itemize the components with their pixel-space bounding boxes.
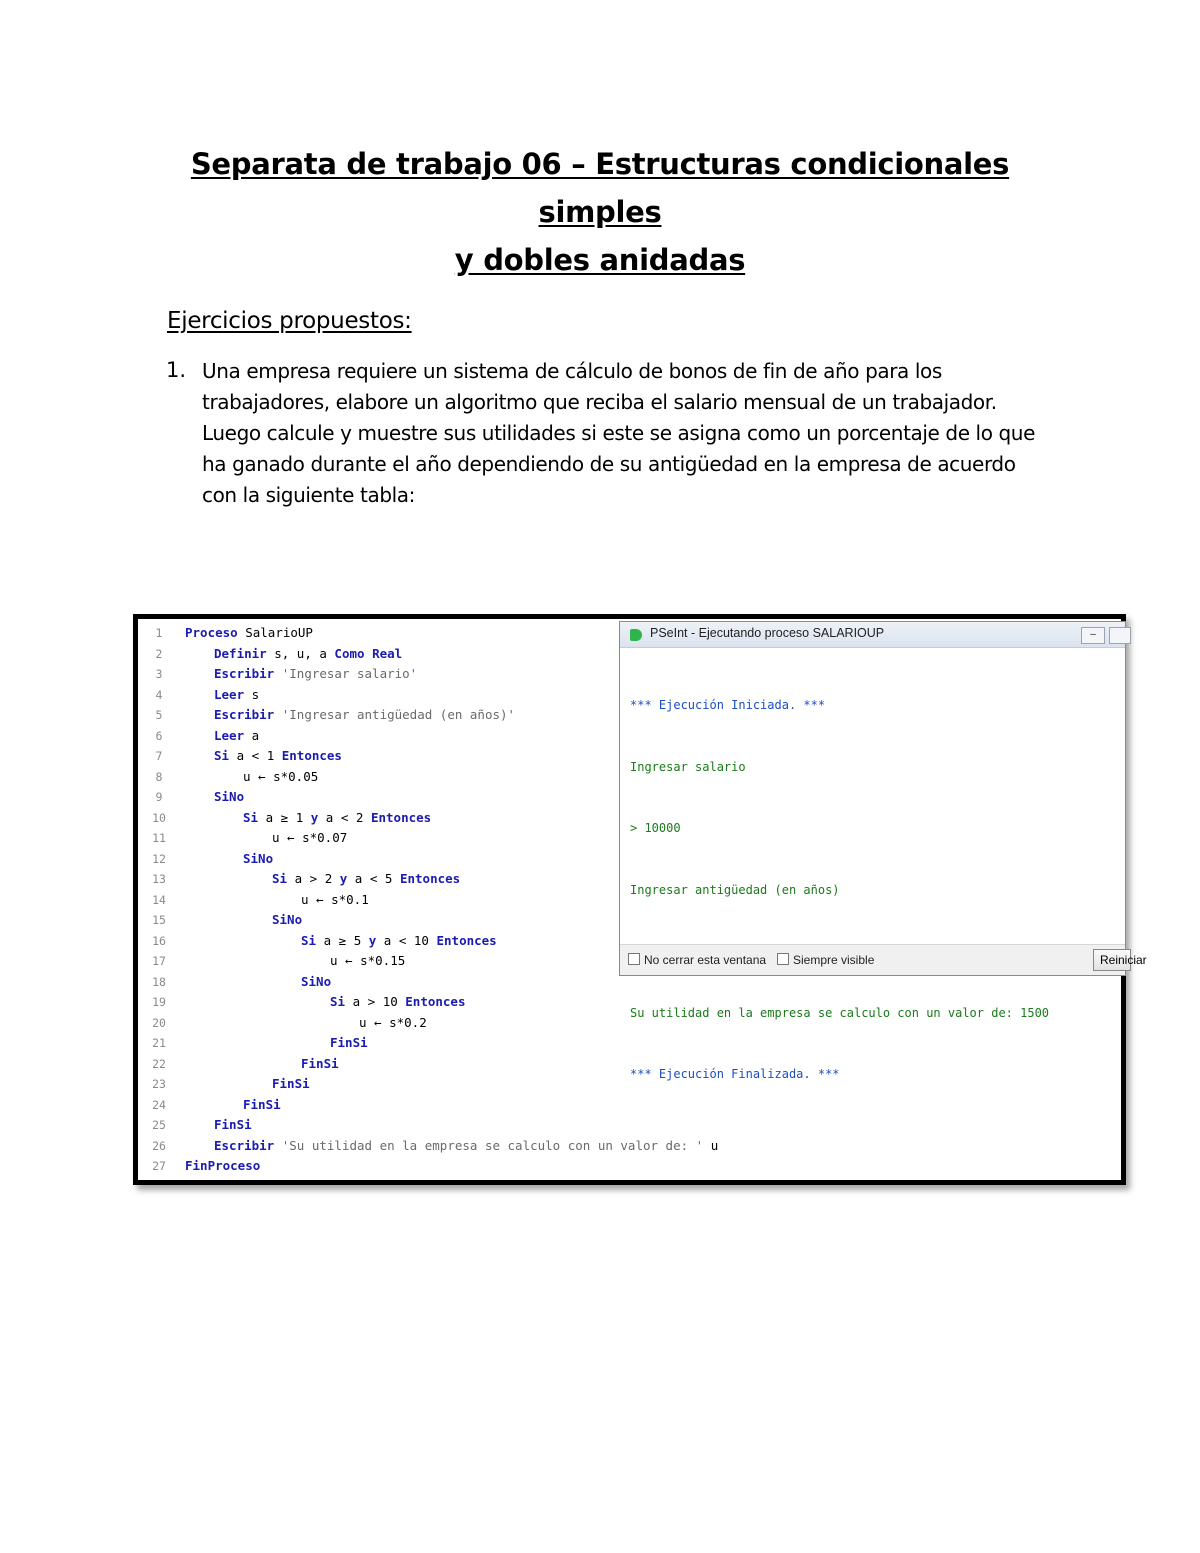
code-line bbox=[138, 992, 618, 1013]
code-text: FinSi bbox=[272, 1076, 310, 1091]
code-line bbox=[138, 931, 618, 952]
line-number: 20 bbox=[152, 1015, 166, 1030]
code-text: u ← s*0.15 bbox=[330, 953, 406, 968]
console-line: Su utilidad en la empresa se calculo con un valor de: 1500 bbox=[630, 1005, 1050, 1020]
code-text: Si a < 1 Entonces bbox=[214, 748, 342, 763]
close-button[interactable] bbox=[1109, 627, 1131, 644]
code-text: SiNo bbox=[301, 973, 332, 989]
code-text: SiNo bbox=[214, 789, 245, 804]
line-number: 5 bbox=[155, 708, 163, 722]
section-heading: Ejercicios propuestos: bbox=[167, 308, 412, 334]
code-text: FinProceso bbox=[185, 1158, 261, 1173]
exercise-line: Una empresa requiere un sistema de cálculo de bonos de fin de año para los bbox=[202, 359, 942, 383]
title-line-1: Separata de trabajo 06 – Estructuras condicionales simples bbox=[190, 147, 1010, 229]
code-text: Escribir 'Ingresar antigüedad (en años)' bbox=[214, 707, 516, 722]
code-line bbox=[138, 1074, 618, 1095]
code-line bbox=[138, 787, 618, 808]
code-text: u ← s*0.1 bbox=[301, 891, 369, 907]
code-text: FinSi bbox=[214, 1117, 252, 1132]
line-number: 11 bbox=[152, 831, 166, 845]
line-number: 24 bbox=[152, 1097, 166, 1112]
console-line: *** Ejecución Iniciada. *** bbox=[630, 698, 826, 712]
keep-open-checkbox[interactable] bbox=[628, 953, 766, 967]
line-number: 25 bbox=[152, 1118, 166, 1132]
console-output bbox=[630, 654, 1049, 1126]
console-line: > 10000 bbox=[630, 821, 681, 835]
line-number: 26 bbox=[152, 1138, 166, 1153]
code-text: Escribir 'Su utilidad en la empresa se calculo con un valor de: ' u bbox=[214, 1137, 719, 1153]
code-line bbox=[138, 746, 618, 767]
code-line bbox=[138, 644, 618, 665]
code-line bbox=[138, 1095, 618, 1116]
line-number: 7 bbox=[155, 749, 163, 763]
code-text: Si a ≥ 5 y a < 10 Entonces bbox=[301, 932, 497, 948]
code-text: FinSi bbox=[330, 1035, 368, 1050]
line-number: 2 bbox=[155, 646, 163, 661]
exercise-line: con la siguiente tabla: bbox=[202, 483, 415, 507]
code-line bbox=[138, 623, 618, 644]
code-line bbox=[138, 1013, 618, 1034]
code-line bbox=[138, 767, 618, 788]
code-text: Proceso SalarioUP bbox=[185, 625, 313, 640]
code-text: Si a > 10 Entonces bbox=[330, 994, 466, 1009]
line-number: 17 bbox=[152, 954, 166, 968]
exercise-line: trabajadores, elabore un algoritmo que reciba el salario mensual de un trabajador. bbox=[202, 390, 997, 414]
console-line: Ingresar salario bbox=[630, 759, 746, 774]
line-number: 4 bbox=[155, 687, 163, 702]
line-number: 3 bbox=[155, 667, 163, 681]
exercise-text bbox=[202, 356, 1042, 511]
line-number: 13 bbox=[152, 872, 166, 886]
code-line bbox=[138, 828, 618, 849]
line-number: 23 bbox=[152, 1077, 166, 1091]
code-line bbox=[138, 1115, 618, 1136]
line-number: 10 bbox=[152, 810, 166, 825]
restart-button[interactable]: Reiniciar bbox=[1093, 949, 1131, 971]
code-line bbox=[138, 869, 618, 890]
code-text: u ← s*0.07 bbox=[272, 830, 348, 845]
code-text: FinSi bbox=[243, 1096, 281, 1112]
code-line bbox=[138, 951, 618, 972]
code-text: Escribir 'Ingresar salario' bbox=[214, 666, 418, 681]
code-text: Si a > 2 y a < 5 Entonces bbox=[272, 871, 461, 886]
line-number: 21 bbox=[152, 1036, 166, 1050]
code-line bbox=[138, 890, 618, 911]
line-number: 8 bbox=[155, 769, 163, 784]
console-line: *** Ejecución Finalizada. *** bbox=[630, 1067, 840, 1081]
always-visible-label: Siempre visible bbox=[793, 953, 875, 967]
code-line bbox=[138, 808, 618, 829]
code-text: u ← s*0.05 bbox=[243, 768, 319, 784]
exercise-line: Luego calcule y muestre sus utilidades si este se asigna como un porcentaje de lo que bbox=[202, 421, 1035, 445]
code-line bbox=[138, 705, 618, 726]
window-title-bar bbox=[620, 622, 1125, 648]
exercise-line: ha ganado durante el año dependiendo de su antigüedad en la empresa de acuerdo bbox=[202, 452, 1016, 476]
code-line bbox=[138, 664, 618, 685]
code-text: Leer s bbox=[214, 686, 260, 702]
line-number: 6 bbox=[155, 728, 163, 743]
code-screenshot bbox=[133, 614, 1147, 1185]
line-number: 1 bbox=[155, 626, 163, 640]
code-line bbox=[138, 1136, 719, 1157]
code-line bbox=[138, 910, 618, 931]
keep-open-label: No cerrar esta ventana bbox=[644, 953, 767, 967]
code-line bbox=[138, 1156, 618, 1177]
code-line bbox=[138, 1033, 618, 1054]
code-text: Si a ≥ 1 y a < 2 Entonces bbox=[243, 809, 432, 825]
code-text: Definir s, u, a Como Real bbox=[214, 645, 403, 661]
code-text: SiNo bbox=[272, 912, 303, 927]
line-number: 16 bbox=[152, 933, 166, 948]
line-number: 27 bbox=[152, 1159, 166, 1173]
code-text: FinSi bbox=[301, 1055, 339, 1071]
line-number: 18 bbox=[152, 974, 166, 989]
line-number: 15 bbox=[152, 913, 166, 927]
console-line: Ingresar antigüedad (en años) bbox=[630, 882, 840, 897]
line-number: 9 bbox=[155, 790, 163, 804]
pseint-run-window bbox=[619, 621, 1147, 1081]
code-line bbox=[138, 849, 618, 870]
code-line bbox=[138, 726, 618, 747]
line-number: 14 bbox=[152, 892, 166, 907]
line-number: 22 bbox=[152, 1056, 166, 1071]
title-line-2: y dobles anidadas bbox=[454, 243, 746, 277]
document-title bbox=[150, 140, 1050, 284]
checkbox-icon[interactable] bbox=[628, 953, 640, 965]
window-title: PSeInt - Ejecutando proceso SALARIOUP bbox=[650, 626, 885, 640]
code-text: SiNo bbox=[243, 850, 274, 866]
code-line bbox=[138, 972, 618, 993]
line-number: 19 bbox=[152, 995, 166, 1009]
line-number: 12 bbox=[152, 851, 166, 866]
exercise-number: 1. bbox=[166, 358, 187, 382]
code-line bbox=[138, 685, 618, 706]
code-text: u ← s*0.2 bbox=[359, 1014, 427, 1030]
checkbox-icon[interactable] bbox=[777, 953, 789, 965]
code-text: Leer a bbox=[214, 727, 260, 743]
minimize-button[interactable]: ‒ bbox=[1081, 627, 1105, 644]
code-line bbox=[138, 1054, 618, 1075]
window-footer bbox=[620, 944, 1147, 975]
pseint-app-icon bbox=[630, 629, 642, 641]
always-visible-checkbox[interactable] bbox=[777, 953, 874, 967]
